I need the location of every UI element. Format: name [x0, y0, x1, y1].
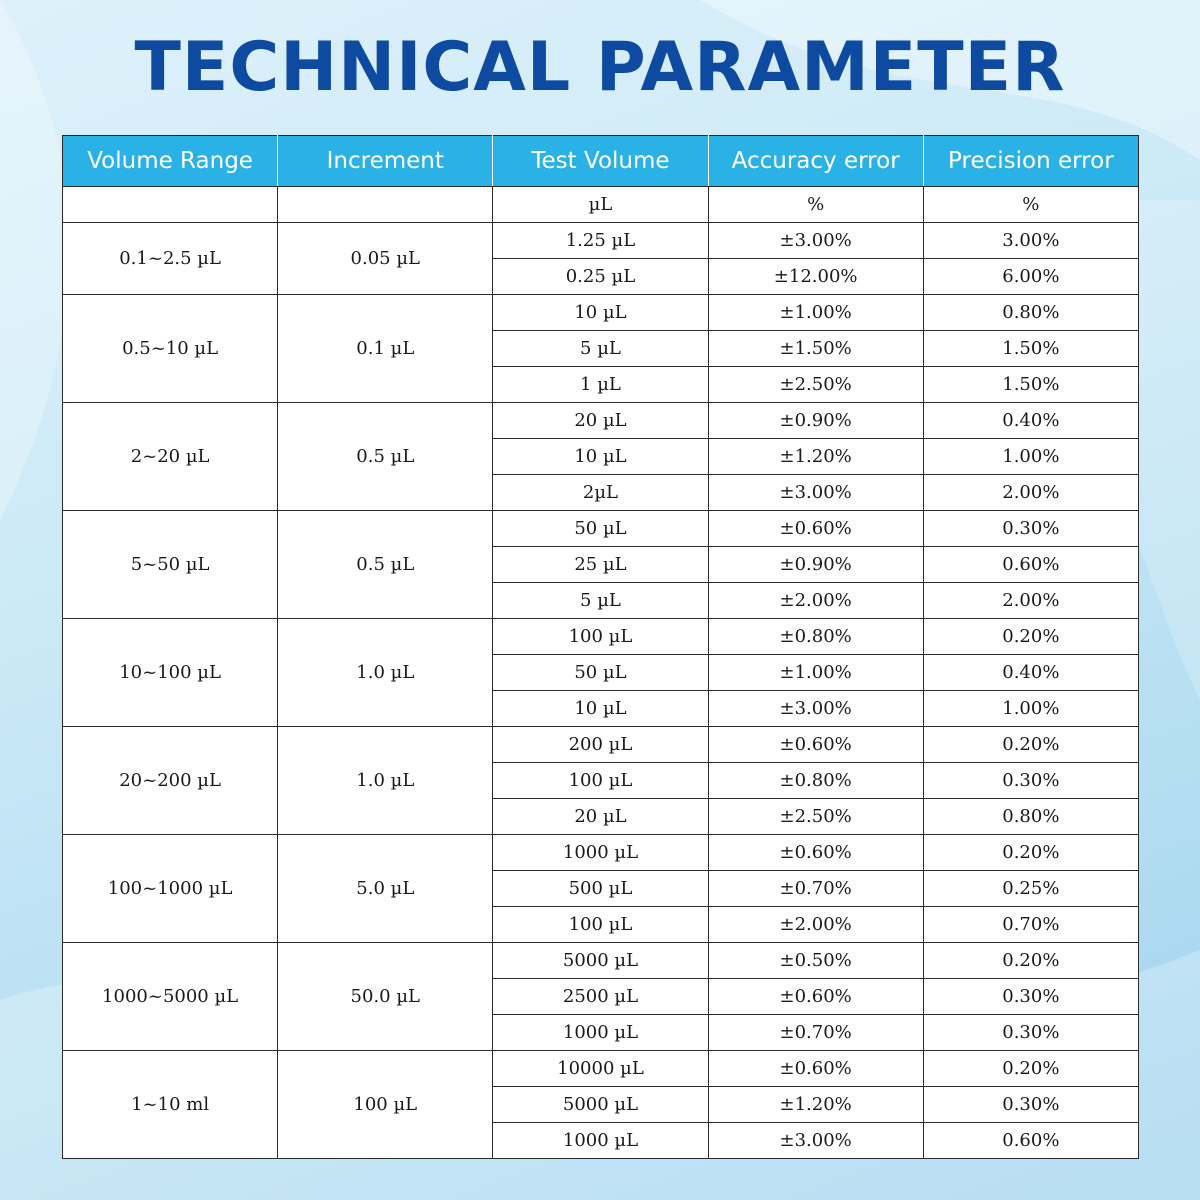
accuracy-error-cell: ±0.80% [708, 619, 923, 655]
precision-error-cell: 3.00% [923, 223, 1138, 259]
volume-range-cell: 0.1~2.5 µL [63, 223, 278, 295]
accuracy-error-cell: ±0.80% [708, 763, 923, 799]
test-volume-cell: 10 µL [493, 295, 708, 331]
accuracy-error-cell: ±1.20% [708, 439, 923, 475]
header-volume-range: Volume Range [63, 136, 278, 187]
test-volume-cell: 5000 µL [493, 1087, 708, 1123]
technical-parameter-table [62, 135, 1139, 1159]
precision-error-cell: 0.30% [923, 979, 1138, 1015]
precision-error-cell: 0.30% [923, 511, 1138, 547]
volume-range-cell: 10~100 µL [63, 619, 278, 727]
increment-cell: 0.5 µL [278, 511, 493, 619]
test-volume-cell: 1000 µL [493, 1015, 708, 1051]
test-volume-cell: 10 µL [493, 439, 708, 475]
precision-error-cell: 0.20% [923, 943, 1138, 979]
test-volume-cell: 5 µL [493, 583, 708, 619]
unit-volume-range [63, 187, 278, 223]
precision-error-cell: 1.50% [923, 367, 1138, 403]
accuracy-error-cell: ±3.00% [708, 691, 923, 727]
units-row [63, 187, 1139, 223]
precision-error-cell: 0.30% [923, 1015, 1138, 1051]
test-volume-cell: 10000 µL [493, 1051, 708, 1087]
test-volume-cell: 100 µL [493, 619, 708, 655]
test-volume-cell: 500 µL [493, 871, 708, 907]
test-volume-cell: 50 µL [493, 655, 708, 691]
test-volume-cell: 100 µL [493, 763, 708, 799]
volume-range-cell: 20~200 µL [63, 727, 278, 835]
accuracy-error-cell: ±0.60% [708, 835, 923, 871]
table-row [63, 835, 1139, 871]
accuracy-error-cell: ±0.70% [708, 1015, 923, 1051]
accuracy-error-cell: ±0.90% [708, 403, 923, 439]
table-row [63, 1051, 1139, 1087]
test-volume-cell: 50 µL [493, 511, 708, 547]
volume-range-cell: 100~1000 µL [63, 835, 278, 943]
accuracy-error-cell: ±0.60% [708, 511, 923, 547]
precision-error-cell: 1.50% [923, 331, 1138, 367]
test-volume-cell: 5 µL [493, 331, 708, 367]
increment-cell: 0.1 µL [278, 295, 493, 403]
unit-test-volume: µL [493, 187, 708, 223]
accuracy-error-cell: ±1.20% [708, 1087, 923, 1123]
accuracy-error-cell: ±3.00% [708, 223, 923, 259]
precision-error-cell: 0.40% [923, 655, 1138, 691]
table-row [63, 943, 1139, 979]
precision-error-cell: 0.20% [923, 1051, 1138, 1087]
precision-error-cell: 0.20% [923, 727, 1138, 763]
test-volume-cell: 20 µL [493, 403, 708, 439]
table-body [63, 187, 1139, 1159]
precision-error-cell: 0.20% [923, 619, 1138, 655]
table-row [63, 295, 1139, 331]
test-volume-cell: 200 µL [493, 727, 708, 763]
table-row [63, 223, 1139, 259]
volume-range-cell: 2~20 µL [63, 403, 278, 511]
table-row [63, 403, 1139, 439]
precision-error-cell: 0.25% [923, 871, 1138, 907]
accuracy-error-cell: ±3.00% [708, 1123, 923, 1159]
table-header-row [63, 136, 1139, 187]
accuracy-error-cell: ±0.60% [708, 727, 923, 763]
table-row [63, 727, 1139, 763]
test-volume-cell: 2500 µL [493, 979, 708, 1015]
accuracy-error-cell: ±0.50% [708, 943, 923, 979]
increment-cell: 1.0 µL [278, 619, 493, 727]
accuracy-error-cell: ±1.50% [708, 331, 923, 367]
accuracy-error-cell: ±12.00% [708, 259, 923, 295]
precision-error-cell: 0.80% [923, 799, 1138, 835]
test-volume-cell: 1.25 µL [493, 223, 708, 259]
precision-error-cell: 0.40% [923, 403, 1138, 439]
precision-error-cell: 0.60% [923, 547, 1138, 583]
test-volume-cell: 5000 µL [493, 943, 708, 979]
test-volume-cell: 20 µL [493, 799, 708, 835]
precision-error-cell: 6.00% [923, 259, 1138, 295]
header-accuracy-error: Accuracy error [708, 136, 923, 187]
header-precision-error: Precision error [923, 136, 1138, 187]
accuracy-error-cell: ±1.00% [708, 655, 923, 691]
test-volume-cell: 10 µL [493, 691, 708, 727]
unit-precision: % [923, 187, 1138, 223]
test-volume-cell: 100 µL [493, 907, 708, 943]
page-title: TECHNICAL PARAMETER [134, 28, 1066, 107]
precision-error-cell: 0.30% [923, 1087, 1138, 1123]
accuracy-error-cell: ±2.50% [708, 367, 923, 403]
precision-error-cell: 0.70% [923, 907, 1138, 943]
test-volume-cell: 0.25 µL [493, 259, 708, 295]
test-volume-cell: 1000 µL [493, 835, 708, 871]
unit-accuracy: % [708, 187, 923, 223]
precision-error-cell: 1.00% [923, 691, 1138, 727]
precision-error-cell: 0.30% [923, 763, 1138, 799]
precision-error-cell: 0.80% [923, 295, 1138, 331]
test-volume-cell: 25 µL [493, 547, 708, 583]
accuracy-error-cell: ±2.00% [708, 583, 923, 619]
unit-increment [278, 187, 493, 223]
volume-range-cell: 0.5~10 µL [63, 295, 278, 403]
precision-error-cell: 2.00% [923, 583, 1138, 619]
accuracy-error-cell: ±2.50% [708, 799, 923, 835]
test-volume-cell: 1 µL [493, 367, 708, 403]
precision-error-cell: 0.60% [923, 1123, 1138, 1159]
accuracy-error-cell: ±1.00% [708, 295, 923, 331]
volume-range-cell: 1~10 ml [63, 1051, 278, 1159]
test-volume-cell: 1000 µL [493, 1123, 708, 1159]
table-row [63, 619, 1139, 655]
precision-error-cell: 1.00% [923, 439, 1138, 475]
increment-cell: 5.0 µL [278, 835, 493, 943]
increment-cell: 100 µL [278, 1051, 493, 1159]
table-row [63, 511, 1139, 547]
volume-range-cell: 5~50 µL [63, 511, 278, 619]
accuracy-error-cell: ±0.60% [708, 1051, 923, 1087]
precision-error-cell: 2.00% [923, 475, 1138, 511]
accuracy-error-cell: ±2.00% [708, 907, 923, 943]
accuracy-error-cell: ±0.60% [708, 979, 923, 1015]
accuracy-error-cell: ±3.00% [708, 475, 923, 511]
increment-cell: 0.5 µL [278, 403, 493, 511]
header-increment: Increment [278, 136, 493, 187]
increment-cell: 1.0 µL [278, 727, 493, 835]
volume-range-cell: 1000~5000 µL [63, 943, 278, 1051]
test-volume-cell: 2µL [493, 475, 708, 511]
increment-cell: 50.0 µL [278, 943, 493, 1051]
increment-cell: 0.05 µL [278, 223, 493, 295]
accuracy-error-cell: ±0.70% [708, 871, 923, 907]
header-test-volume: Test Volume [493, 136, 708, 187]
accuracy-error-cell: ±0.90% [708, 547, 923, 583]
precision-error-cell: 0.20% [923, 835, 1138, 871]
